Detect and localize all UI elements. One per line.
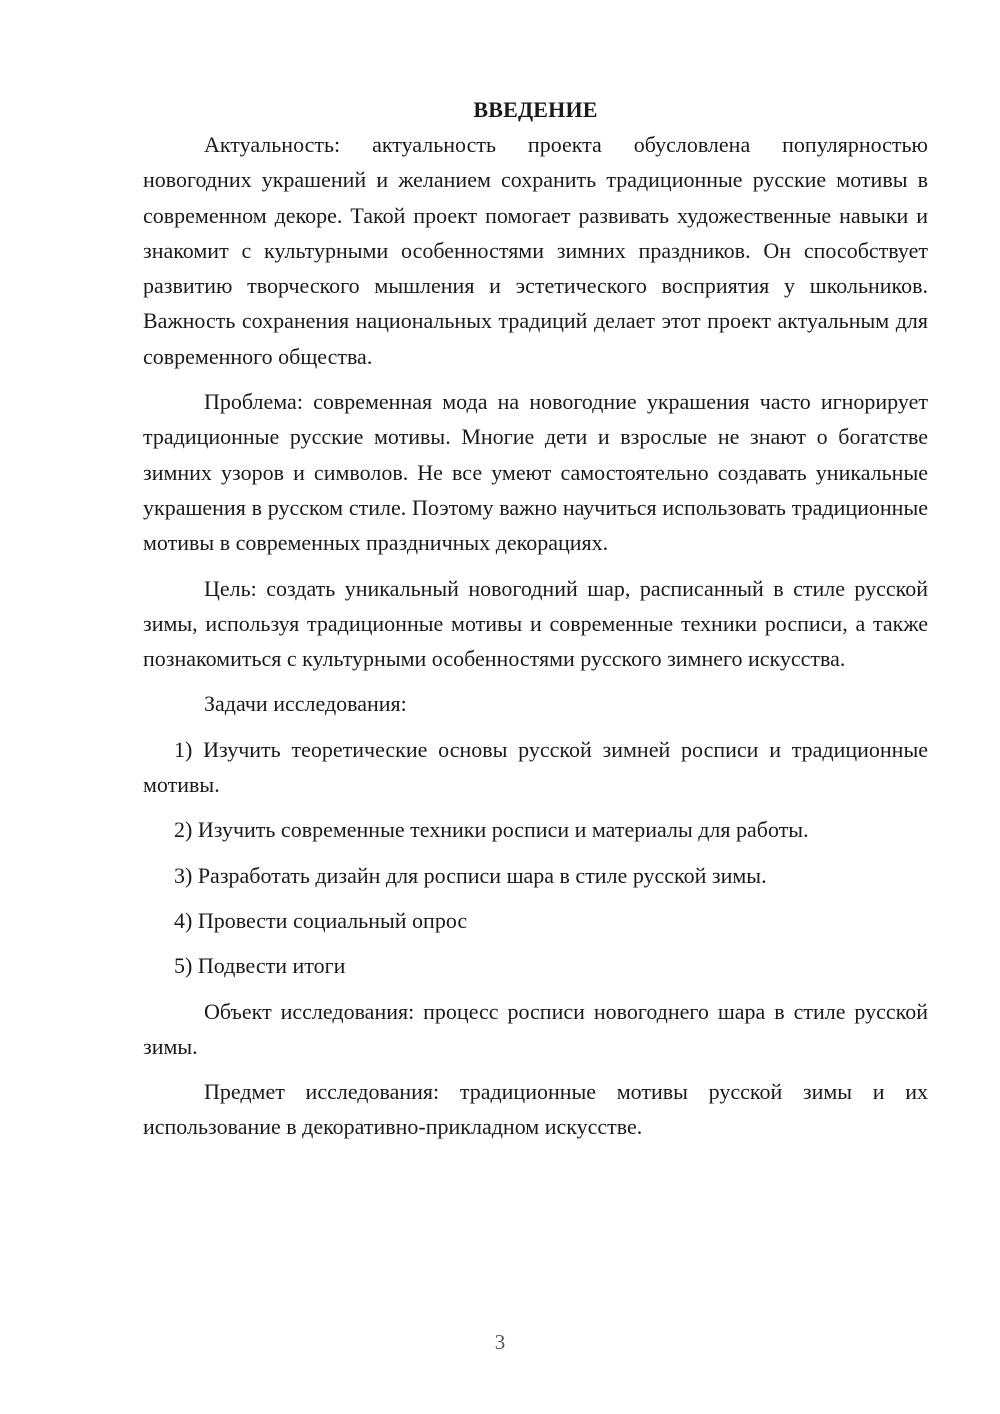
task-item-5: 5) Подвести итоги [174,953,346,979]
task-item-3: 3) Разработать дизайн для росписи шара в стиле русской зимы. [174,862,767,888]
paragraph-object: Объект исследования: процесс росписи новогоднего шара в стиле русской зимы. [143,998,928,1059]
document-page [143,92,928,1155]
paragraph-goal: Цель: создать уникальный новогодний шар, расписанный в стиле русской зимы, используя традиционные мотивы и современные техники росписи, а также познакомиться с культурными особенностями русского зимнего искусства. [143,575,928,672]
task-list [143,732,928,984]
page-title: ВВЕДЕНИЕ [473,97,598,122]
task-item-4: 4) Провести социальный опрос [174,907,468,933]
paragraph-tasks-heading: Задачи исследования: [204,691,407,717]
task-item-1: 1) Изучить теоретические основы русской зимней росписи и традиционные мотивы. [143,736,928,798]
page-number: 3 [494,1330,506,1354]
paragraph-relevance: Актуальность: актуальность проекта обусловлена популярностью новогодних украшений и желанием сохранить традиционные русские мотивы в современном декоре. Такой проект помогает развивать художественные навыки и знакомит с культурными особенностями зимних праздников. Он способствует развитию творческого мышления и эстетического восприятия у школьников. Важность сохранения национальных традиций делает этот проект актуальным для современного общества. [143,132,928,369]
task-item-2: 2) Изучить современные техники росписи и материалы для работы. [174,817,809,843]
paragraph-subject: Предмет исследования: традиционные мотивы русской зимы и их использование в декоративно-прикладном искусстве. [143,1079,928,1140]
paragraph-problem: Проблема: современная мода на новогодние украшения часто игнорирует традиционные русские мотивы. Многие дети и взрослые не знают о богатстве зимних узоров и символов. Не все умеют самостоятельно создавать уникальные украшения в русском стиле. Поэтому важно научиться использовать традиционные мотивы в современных праздничных декорациях. [143,389,928,556]
